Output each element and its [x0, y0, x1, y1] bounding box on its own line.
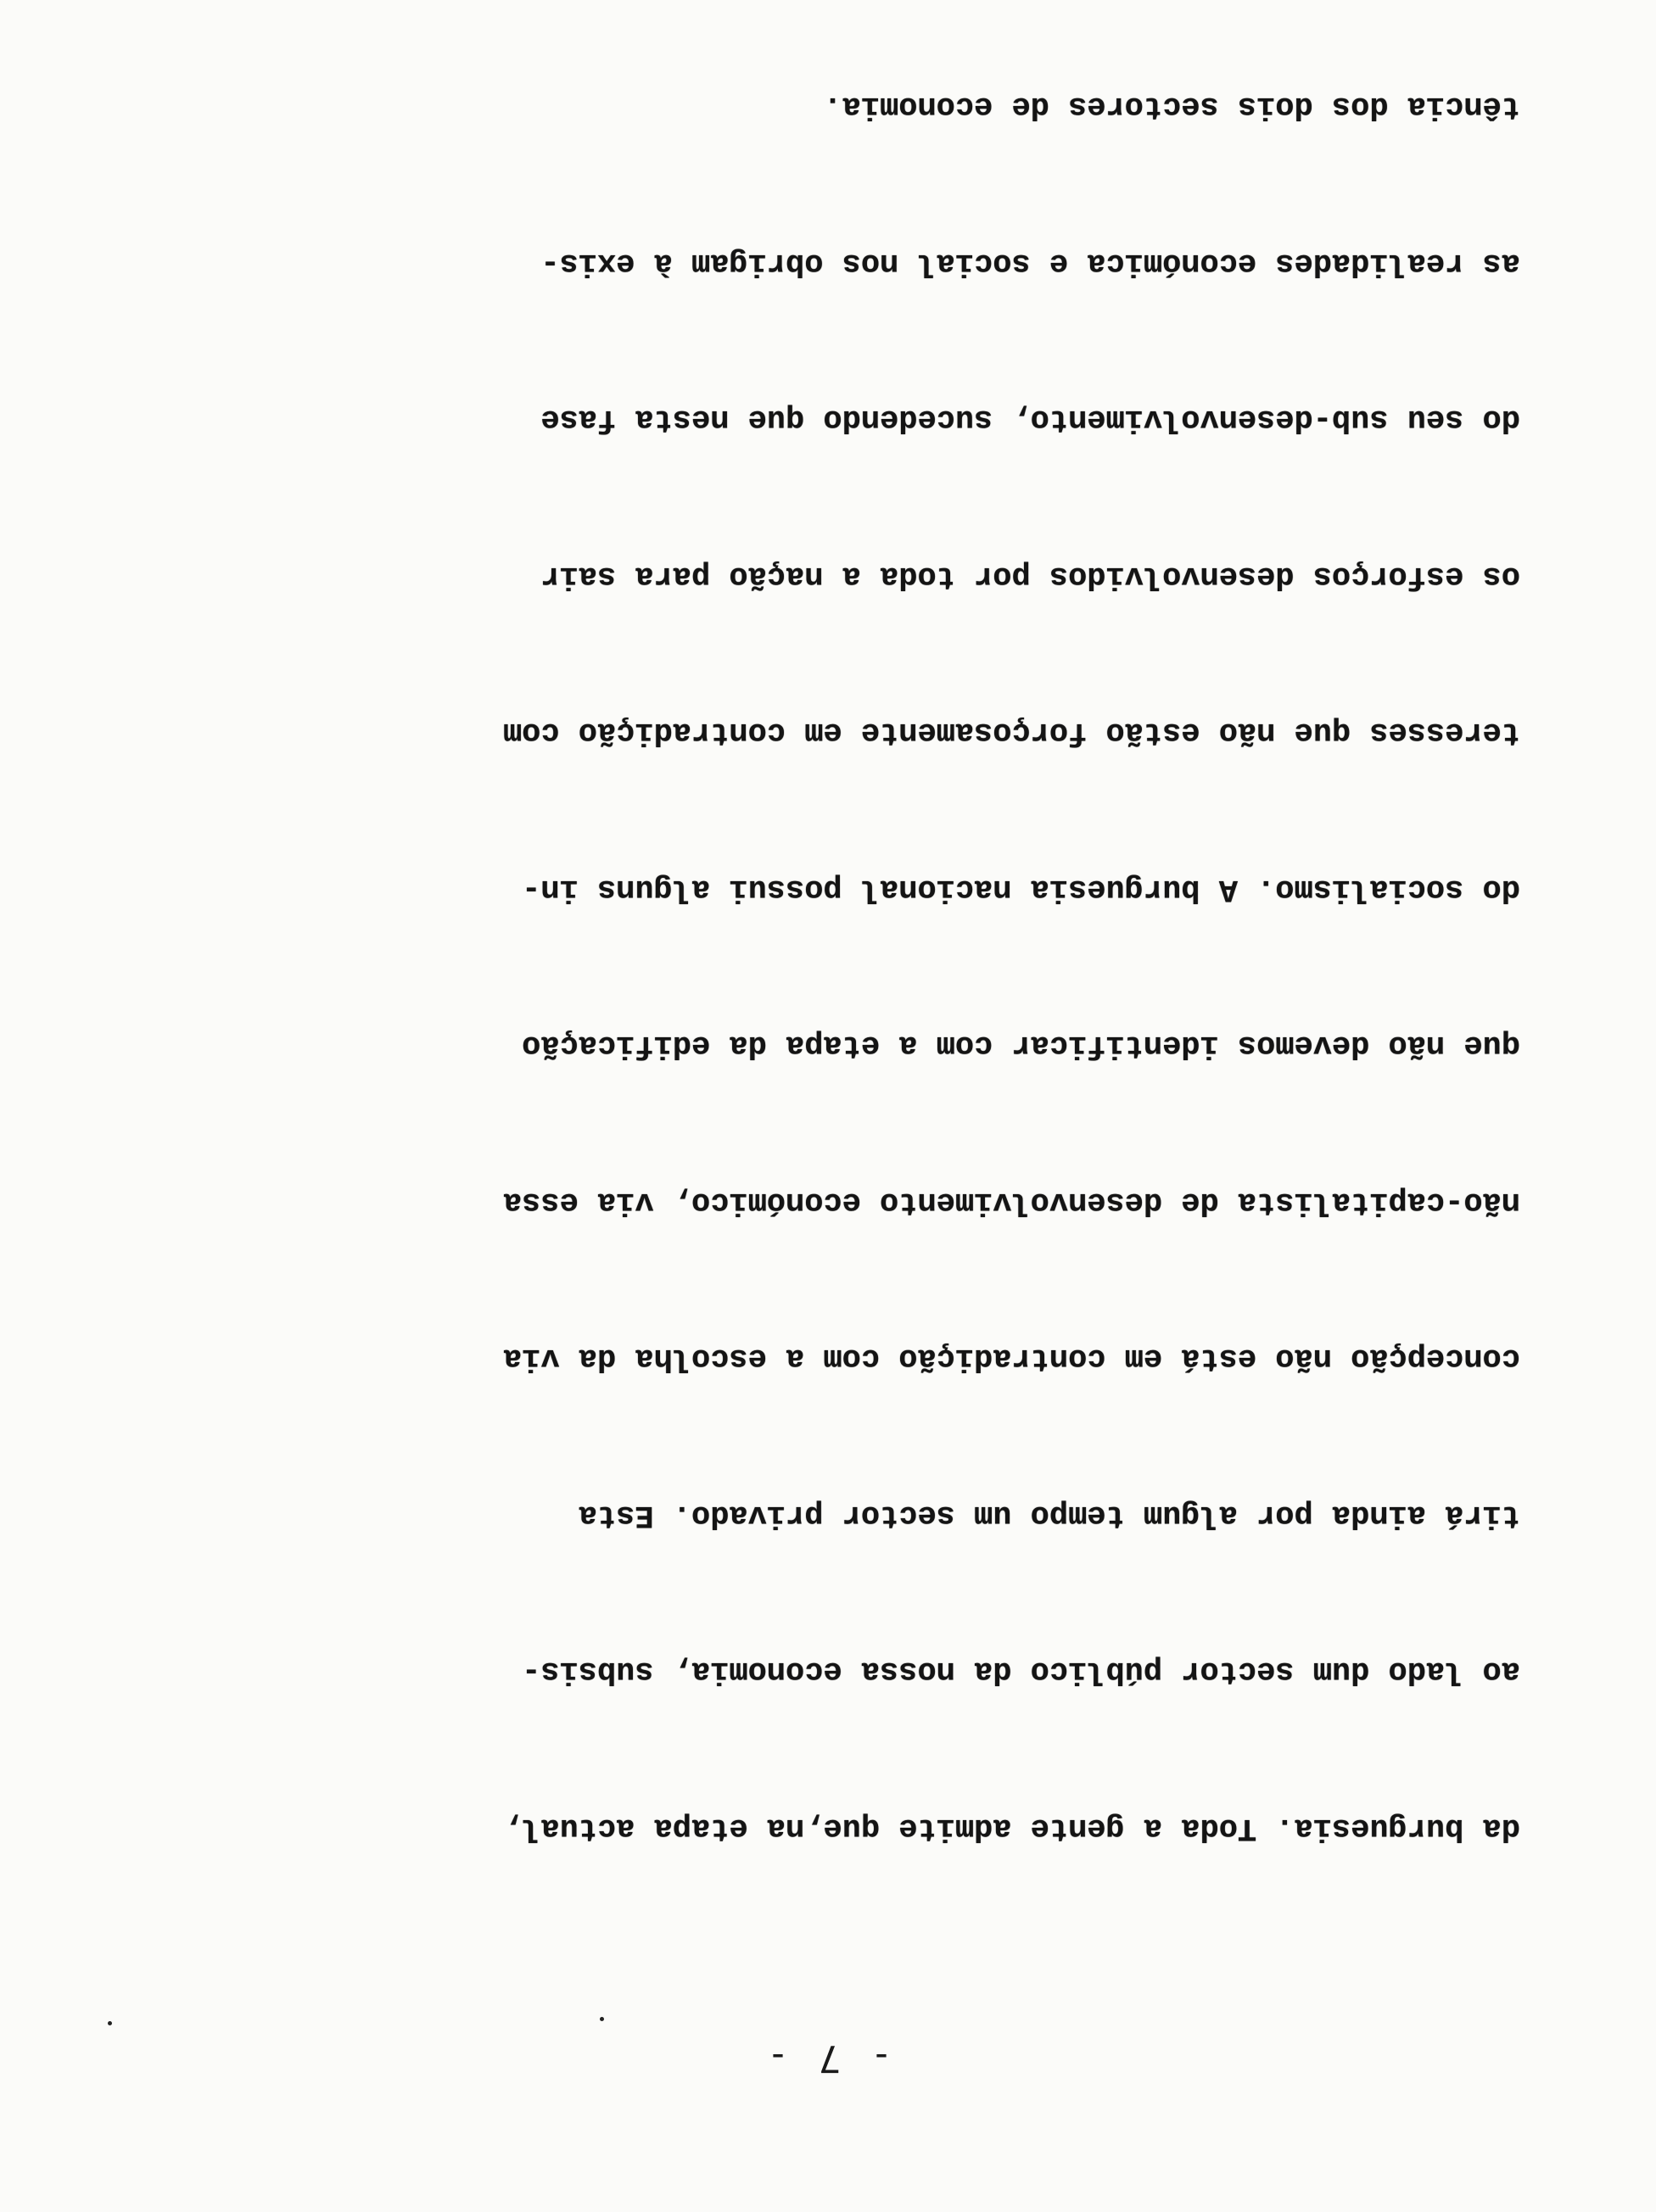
text-line: não-capitalista de desenvolvimento económico, via essa [503, 1184, 1520, 1220]
text-line: teresses que não estão forçosamente em contradição com [503, 714, 1520, 751]
text-line: concepção não está em contradição com a escolha da via [503, 1340, 1520, 1377]
text-line: do seu sub-desenvolvimento, sucedendo que nesta fase [540, 401, 1520, 438]
text-line: da burguesia. Toda a gente admite que,na etapa actual, [503, 1810, 1520, 1846]
scan-speck [600, 2017, 604, 2021]
body-text [61, 0, 1520, 1958]
scan-speck [108, 2021, 112, 2025]
text-line: tência dos dois sectores de economia. [823, 88, 1520, 125]
text-line: as realidades económica e social nos obrigam à exis- [540, 245, 1520, 281]
text-line: que não devemos identificar com a etapa da edificação [522, 1027, 1520, 1064]
text-line: do socialismo. A burguesia nacional possui alguns in- [522, 871, 1520, 907]
page-number: - 7 - [763, 2036, 893, 2080]
text-line: ao lado dum sector público da nossa economia, subsis- [522, 1653, 1520, 1690]
text-line: tirá ainda por algum tempo um sector privado. Esta [578, 1497, 1520, 1533]
text-line: os esforços desenvolvidos por toda a nação para sair [540, 558, 1520, 594]
